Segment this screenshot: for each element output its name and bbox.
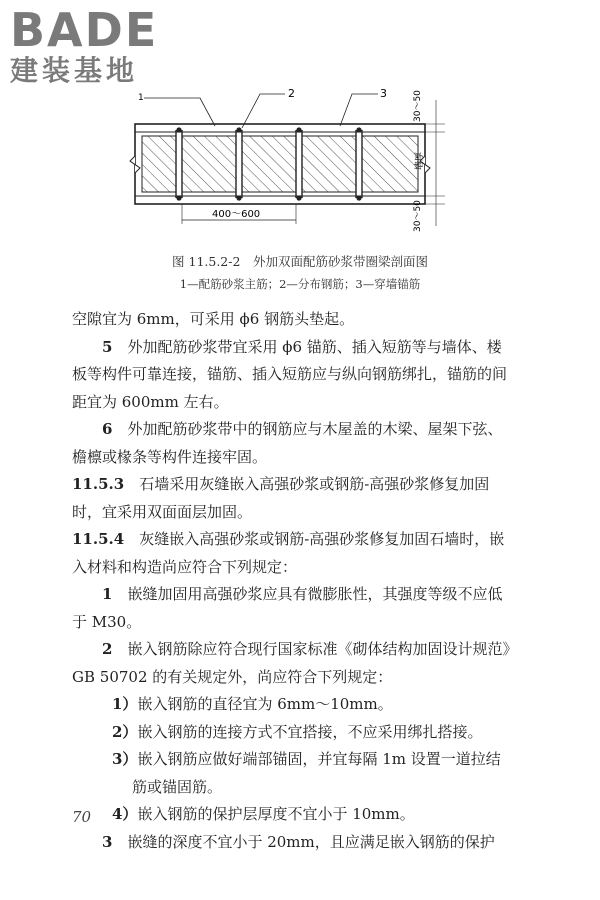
- break-line-left: [130, 124, 140, 204]
- list-item: 3）嵌入钢筋应做好端部锚固，并宜每隔 1m 设置一道拉结筋或锚固筋。: [112, 750, 501, 796]
- figure-legend: 1—配筋砂浆主筋；2—分布钢筋；3—穿墙锚筋: [179, 277, 421, 291]
- ring-beam-section-figure: [120, 86, 450, 236]
- masonry-panel: [362, 136, 418, 192]
- masonry-panel: [182, 136, 236, 192]
- callout-3: 3: [380, 87, 387, 100]
- paragraph: 6 外加配筋砂浆带中的钢筋应与木屋盖的木梁、屋架下弦、檐檩或椽条等构件连接牢固。: [72, 420, 503, 466]
- masonry-panel: [242, 136, 296, 192]
- callout-1: 1: [138, 93, 144, 103]
- logo-sub-text: 建装基地: [10, 54, 139, 87]
- bade-logo: [10, 3, 180, 88]
- paragraph: 2 嵌入钢筋除应符合现行国家标准《砌体结构加固设计规范》GB 50702 的有关规定外，尚应符合下列规定：: [72, 640, 510, 686]
- leader-3: [340, 94, 378, 126]
- paragraph: 1 嵌缝加固用高强砂浆应具有微膨胀性，其强度等级不应低于 M30。: [72, 585, 503, 631]
- dim-bottom-label: 30～50: [413, 200, 423, 232]
- list-item: 1）嵌入钢筋的直径宜为 6mm～10mm。: [112, 695, 393, 713]
- masonry-panel: [142, 136, 176, 192]
- paragraph: 3 嵌缝的深度不宜小于 20mm，且应满足嵌入钢筋的保护: [102, 832, 495, 851]
- list-item: 4）嵌入钢筋的保护层厚度不宜小于 10mm。: [112, 805, 415, 823]
- figure-caption: 图 11.5.2-2 外加双面配筋砂浆带圈梁剖面图: [172, 254, 428, 269]
- paragraph: 5 外加配筋砂浆带宜采用 ϕ6 锚筋、插入短筋等与墙体、楼板等构件可靠连接，锚筋、插入短筋应与纵向钢筋绑扎，锚筋的间距宜为 600mm 左右。: [72, 337, 508, 411]
- body-text: [72, 306, 512, 856]
- leader-2: [242, 94, 285, 128]
- wall-thickness-label: 墙厚: [415, 151, 425, 170]
- callout-2: 2: [288, 87, 295, 100]
- clause-11-5-3: 11.5.3 石墙采用灰缝嵌入高强砂浆或钢筋-高强砂浆修复加固时，宜采用双面面层加固。: [72, 475, 490, 521]
- leader-1: [144, 98, 215, 126]
- spacing-dim-label: 400～600: [212, 209, 261, 220]
- list-item: 2）嵌入钢筋的连接方式不宜搭接，不应采用绑扎搭接。: [112, 722, 483, 741]
- clause-11-5-4: 11.5.4 灰缝嵌入高强砂浆或钢筋-高强砂浆修复加固石墙时，嵌入材料和构造尚应符合下列规定：: [72, 530, 505, 576]
- masonry-panel: [302, 136, 356, 192]
- page-number: 70: [72, 808, 92, 826]
- dim-top-label: 30～50: [413, 90, 423, 122]
- logo-main-text: BADE: [10, 3, 159, 57]
- paragraph: 空隙宜为 6mm，可采用 ϕ6 钢筋头垫起。: [72, 310, 355, 328]
